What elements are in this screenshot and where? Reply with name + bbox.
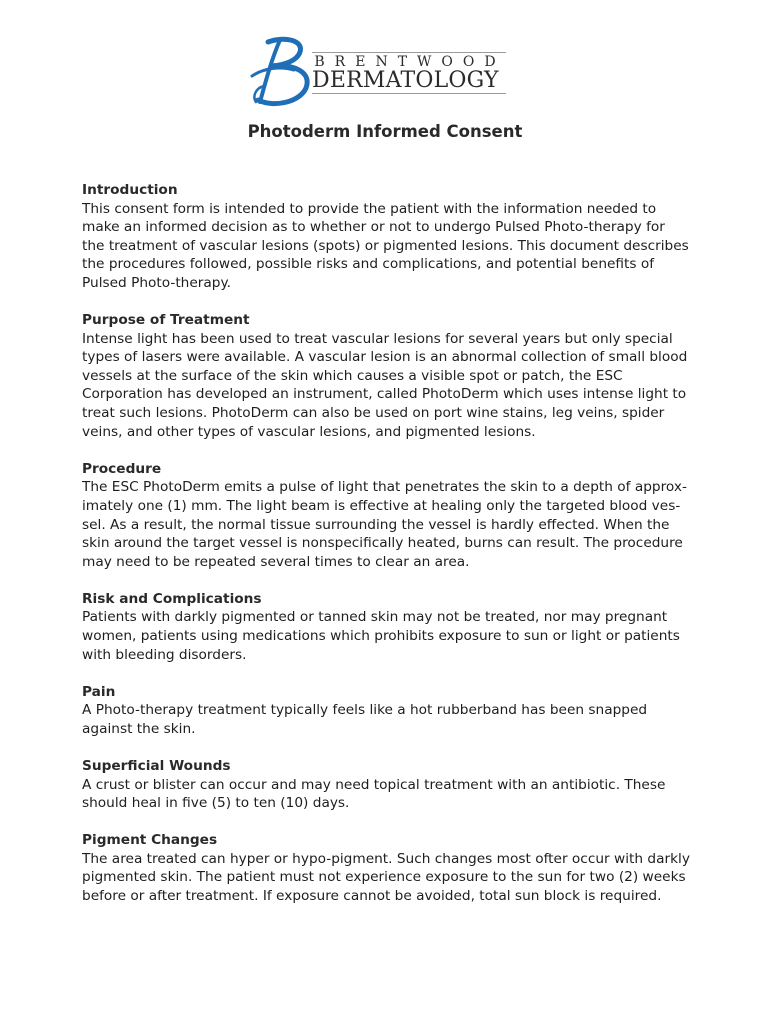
- section-body: Patients with darkly pigmented or tanned skin may not be treated, nor may pregnant women, patients using medications which prohibits exposure to sun or light or patients with bleeding disorders.: [82, 609, 680, 663]
- section-heading: Purpose of Treatment: [82, 312, 250, 329]
- section-body: This consent form is intended to provide the patient with the information needed to make an informed decision as to whether or not to undergo Pulsed Photo-therapy for the treatment of vascular lesions (spots) or pigmented lesions. This document describes the procedures followed, possible risks and complications, and potential benefits of Pulsed Photo-therapy.: [82, 200, 689, 291]
- section-heading: Risk and Complications: [82, 590, 262, 607]
- section-heading: Introduction: [82, 182, 178, 198]
- logo-rule-bottom: [312, 93, 506, 94]
- section-pigment-changes: [82, 831, 690, 905]
- section-heading: Superficial Wounds: [82, 757, 231, 774]
- section-purpose-of-treatment: [82, 311, 690, 441]
- document-title: Photoderm Informed Consent: [247, 122, 523, 141]
- section-body: Intense light has been used to treat vascular lesions for several years but only special types of lasers were available. A vascular lesion is an abnormal collection of small blood vessels at the surface of the skin which causes a visible spot or patch, the ESC Corporation has developed an instrument, called PhotoDerm which uses intense light to treat such lesions. PhotoDerm can also be used on port wine stains, leg veins, spider veins, and other types of vascular lesions, and pigmented lesions.: [82, 330, 688, 440]
- section-superficial-wounds: [82, 757, 690, 813]
- section-body: The area treated can hyper or hypo-pigment. Such changes most ofter occur with darkly pigmented skin. The patient must not experience exposure to the sun for two (2) weeks before or after treatment. If exposure cannot be avoided, total sun block is required.: [82, 850, 690, 904]
- section-body: A crust or blister can occur and may need topical treatment with an antibiotic. These should heal in five (5) to ten (10) days.: [82, 776, 666, 812]
- section-body: A Photo-therapy treatment typically feels like a hot rubberband has been snapped against the skin.: [82, 702, 648, 737]
- section-body: The ESC PhotoDerm emits a pulse of light that penetrates the skin to a depth of approx- imately one (1) mm. The light beam is effective at healing only the targeted blood ves- sel. As a result, the normal tissue surrounding the vessel is hardly effected. When the skin around the target vessel is nonspecifically heated, burns can result. The procedure may need to be repeated several times to clear an area.: [82, 479, 687, 570]
- bd-monogram-icon: [250, 36, 316, 108]
- section-introduction: [82, 181, 690, 293]
- section-pain: [82, 683, 690, 739]
- logo-brand-top: BRENTWOOD: [314, 54, 506, 70]
- brentwood-dermatology-logo: [250, 36, 520, 108]
- section-procedure: [82, 460, 690, 572]
- section-heading: Pain: [82, 683, 116, 700]
- section-risk-and-complications: [82, 590, 690, 664]
- section-heading: Pigment Changes: [82, 832, 218, 849]
- logo-brand-main: DERMATOLOGY: [312, 68, 499, 93]
- section-heading: Procedure: [82, 460, 162, 477]
- consent-content: [82, 181, 690, 924]
